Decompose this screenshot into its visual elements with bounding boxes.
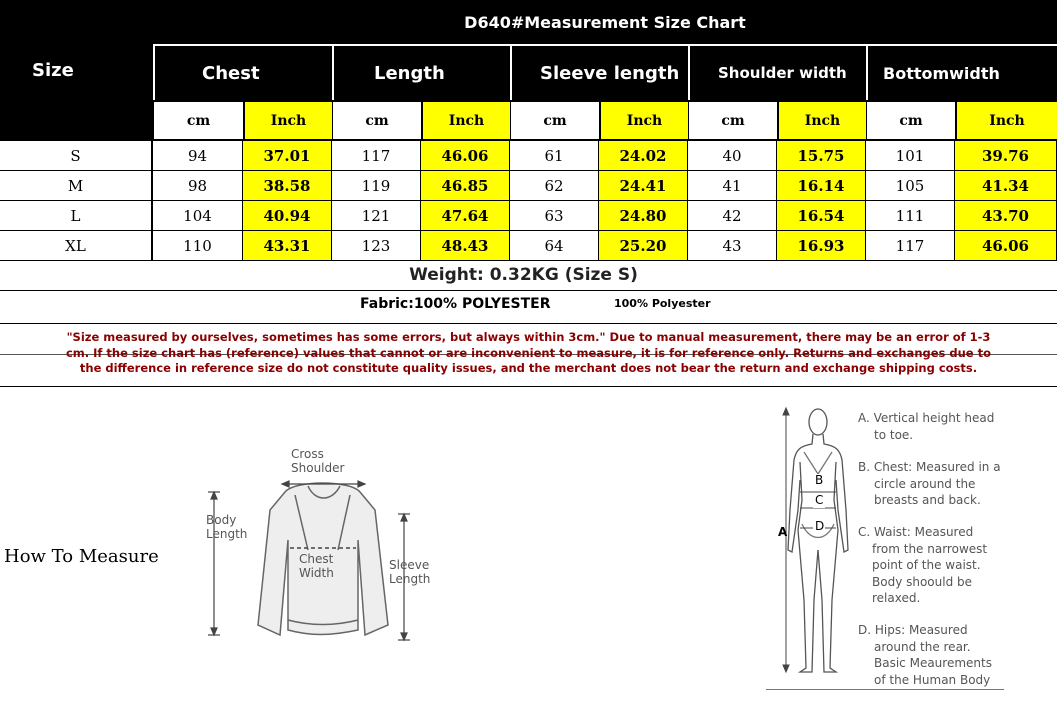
legend-line: relaxed.: [872, 591, 921, 605]
inch-cell: 38.58: [243, 171, 332, 201]
label-line: Sleeve: [389, 558, 430, 572]
inch-cell: 43.70: [955, 201, 1057, 231]
body-diagram: [760, 400, 850, 690]
legend-line: of the Human Body: [874, 672, 991, 687]
divider: [0, 386, 1057, 387]
legend-c: [858, 524, 987, 607]
bottom-inch-header: Inch: [955, 100, 1057, 141]
legend-b: [858, 459, 1001, 509]
cm-cell: 121: [332, 201, 421, 231]
chest-inch-header: Inch: [243, 100, 332, 141]
label-line: Cross: [291, 447, 324, 461]
cm-cell: 101: [866, 141, 955, 171]
legend-line: point of the waist.: [872, 558, 981, 572]
label-line: Chest: [299, 552, 334, 566]
cm-cell: 110: [153, 231, 243, 261]
legend-line: C. Waist: Measured: [858, 525, 974, 539]
inch-cell: 16.93: [777, 231, 866, 261]
legend-a: [858, 410, 994, 443]
inch-cell: 37.01: [243, 141, 332, 171]
body-length-label: [206, 513, 247, 541]
cm-cell: 117: [332, 141, 421, 171]
inch-cell: 46.06: [955, 231, 1057, 261]
cm-cell: 98: [153, 171, 243, 201]
inch-cell: 24.80: [599, 201, 688, 231]
disclaimer-text: "Size measured by ourselves, sometimes has some errors, but always within 3cm." Due to manual measurement, there may be an error of 1-3 cm. If the size chart has (reference) values that cannot or are inconvenient to measure, it is for reference only. Returns and exchanges due to the difference in reference size do not constitute quality issues, and the merchant does not bear the return and exchange shipping costs.: [65, 330, 992, 375]
fabric-note: 100% Polyester: [614, 297, 711, 310]
legend-underline: [766, 689, 1004, 690]
bottom-width-header: Bottomwidth: [866, 46, 1057, 100]
label-line: Length: [206, 527, 248, 541]
letter-a: A: [778, 525, 788, 539]
label-line: Width: [299, 566, 334, 580]
chest-header: Chest: [153, 46, 332, 100]
cm-cell: 104: [153, 201, 243, 231]
size-column-header: [0, 0, 153, 141]
cm-cell: 43: [688, 231, 777, 261]
legend-line: Basic Meaurements: [874, 656, 992, 670]
cm-cell: 41: [688, 171, 777, 201]
cm-cell: 123: [332, 231, 421, 261]
cm-cell: 40: [688, 141, 777, 171]
legend-line: D. Hips: Measured: [858, 623, 968, 637]
legend-line: A. Vertical height head: [858, 411, 995, 425]
inch-cell: 43.31: [243, 231, 332, 261]
how-to-measure-heading: How To Measure: [4, 546, 159, 567]
cm-cell: 117: [866, 231, 955, 261]
cm-cell: 63: [510, 201, 599, 231]
chest-width-label: [299, 552, 334, 580]
inch-cell: 39.76: [955, 141, 1057, 171]
cm-cell: 42: [688, 201, 777, 231]
divider: [0, 290, 1057, 291]
legend-line: to toe.: [874, 427, 914, 442]
size-cell: L: [0, 201, 153, 231]
size-cell: M: [0, 171, 153, 201]
label-line: Length: [389, 572, 431, 586]
legend-line: Body shoould be: [872, 574, 973, 589]
legend-line: breasts and back.: [874, 493, 981, 507]
cm-cell: 119: [332, 171, 421, 201]
inch-cell: 16.14: [777, 171, 866, 201]
letter-c: C: [815, 493, 824, 507]
cm-cell: 105: [866, 171, 955, 201]
sleeve-length-label: [389, 558, 430, 586]
cm-cell: 94: [153, 141, 243, 171]
inch-cell: 25.20: [599, 231, 688, 261]
inch-cell: 48.43: [421, 231, 510, 261]
label-line: Body: [206, 513, 237, 527]
inch-cell: 15.75: [777, 141, 866, 171]
shoulder-width-header: Shoulder width: [688, 46, 866, 100]
cm-cell: 61: [510, 141, 599, 171]
sleeve-length-header: Sleeve length: [510, 46, 688, 100]
size-cell: XL: [0, 231, 153, 261]
cm-cell: 64: [510, 231, 599, 261]
sleeve-inch-header: Inch: [599, 100, 688, 141]
letter-b: B: [815, 473, 824, 487]
size-header-label: Size: [32, 60, 74, 81]
legend-line: around the rear.: [874, 639, 971, 654]
inch-cell: 24.02: [599, 141, 688, 171]
length-cm-header: cm: [332, 100, 421, 141]
cm-cell: 111: [866, 201, 955, 231]
inch-cell: 46.85: [421, 171, 510, 201]
weight-text: Weight: 0.32KG (Size S): [409, 265, 638, 285]
shoulder-cm-header: cm: [688, 100, 777, 141]
legend-line: circle around the: [874, 476, 976, 491]
legend-line: from the narrowest: [872, 541, 988, 556]
inch-cell: 46.06: [421, 141, 510, 171]
cross-shoulder-label: [291, 447, 344, 475]
size-cell: S: [0, 141, 153, 171]
inch-cell: 47.64: [421, 201, 510, 231]
inch-cell: 40.94: [243, 201, 332, 231]
label-line: Shoulder: [291, 461, 345, 475]
legend-d: [858, 622, 992, 688]
inch-cell: 41.34: [955, 171, 1057, 201]
length-inch-header: Inch: [421, 100, 510, 141]
shoulder-inch-header: Inch: [777, 100, 866, 141]
sleeve-cm-header: cm: [510, 100, 599, 141]
bottom-cm-header: cm: [866, 100, 955, 141]
fabric-text: Fabric:100% POLYESTER: [360, 296, 551, 312]
chart-title: D640#Measurement Size Chart: [153, 0, 1057, 46]
inch-cell: 24.41: [599, 171, 688, 201]
length-header: Length: [332, 46, 510, 100]
cm-cell: 62: [510, 171, 599, 201]
legend-line: B. Chest: Measured in a: [858, 460, 1001, 474]
divider: [0, 323, 1057, 324]
inch-cell: 16.54: [777, 201, 866, 231]
chest-cm-header: cm: [153, 100, 243, 141]
letter-d: D: [815, 519, 825, 533]
